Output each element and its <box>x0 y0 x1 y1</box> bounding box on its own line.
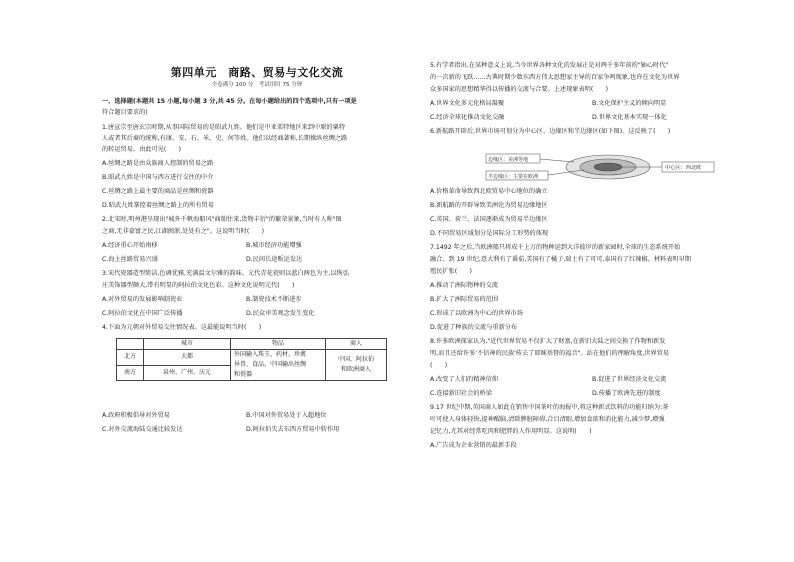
option-line: A.广告成为企业营销的最新手段 <box>430 442 517 449</box>
option-line: D.不同贸易区域划分是国际分工形势的体现 <box>430 230 549 237</box>
text-line: 叶可使人身体轻快,提神醒脑,清除脾脏障碍,合目清眼,增加食欲和消化能力,减少梦,增强 <box>430 416 665 423</box>
text-line: 殖民扩张( ) <box>430 268 472 275</box>
option-line: A.对外贸易的发展影响制瓷业 <box>102 296 183 303</box>
text-line: 之商,无非豪富之民,江湖闽浙,处处有之"。这说明当时( ) <box>102 228 265 235</box>
option-line: D.民间长途贩运发达 <box>246 256 303 263</box>
trade-table <box>116 338 387 381</box>
table-cell: 中国、阿拉伯 和欧洲商人 <box>326 350 387 381</box>
option-line: D.阿拉伯失去东西方贸易中转作用 <box>246 426 340 433</box>
text-line: 庄美饰器型颇大,带有明显的阿拉伯文化色彩。这种文化说明元代( ) <box>102 282 295 289</box>
text-line: 4.下面为元朝对外贸易交往情况表。这最能说明当时( ) <box>102 324 262 331</box>
option-line: C.海上丝路贸易兴盛 <box>102 256 158 263</box>
option-line: B.制瓷技术不断进步 <box>246 296 302 303</box>
text-line: 1.唐宣宗至唐玄宗时期,从事国际贸易的是昭武九姓。他们是中亚栗特地区来到中原的粟特 <box>102 124 345 131</box>
table-cell: 南方 <box>117 365 144 381</box>
option-line: D.昭武九姓掌控着丝绸之路上的所有贸易 <box>102 202 214 209</box>
table-header: 商人 <box>326 339 387 350</box>
option-line: B.中国对外贸易处于入超地位 <box>246 412 327 419</box>
option-line: C.阿拉伯文化在中国广泛传播 <box>102 310 183 317</box>
table-cell: 北方 <box>117 350 144 366</box>
text-line: 的一次新的飞跃……古典时期少数东西方伟大思想家主导的百家争鸣现象,也许在文化为世界 <box>430 74 680 81</box>
text-line: 3.宋代瓷器造型简洁,色调优雅,充满温文尔雅的韵味。元代青花瓷则以蓝白两色为主,以恢弘 <box>102 270 349 277</box>
option-line: C.连接新旧社会的桥梁 <box>430 390 492 397</box>
page-title: 第四单元 商路、贸易与文化交流 <box>170 66 344 79</box>
option-line: D.民众审美观念发生变化 <box>246 310 315 317</box>
text-line: 记忆力,尤其对经常吃肉和肥胖的人作用明显。这说明( ) <box>430 428 592 435</box>
option-line: A.价格革命导致西北欧贸易中心地位的确立 <box>430 188 548 195</box>
text-line: 5.有学者指出,在某种意义上说,当今世界各种文化的发展正是对两千多年前的"轴心时代" <box>430 62 669 69</box>
page-subtitle: 全卷满分 100 分 考试用时 75 分钟 <box>211 82 303 88</box>
option-line: B.城市经济功能增强 <box>246 242 302 249</box>
table-cell: 大都 <box>144 350 231 366</box>
market-zone-diagram <box>484 152 734 182</box>
inner-ring <box>594 163 622 171</box>
semi-edge-zone-label: 半边缘区：主要在欧洲 <box>488 174 539 180</box>
option-line: D.传播了欧洲先进的制度 <box>592 390 661 397</box>
center-zone-label: 中心区：西北欧 <box>665 165 702 171</box>
option-line: C.英国、荷兰、法国逐渐成为贸易半边缘区 <box>430 216 548 223</box>
text-line: 6.新航路开辟后,世界市场可划分为中心区、边缘区和半边缘区(如下图)。这反映了( ) <box>430 128 671 135</box>
option-line: D.世界文化基本实现一体化 <box>592 114 667 121</box>
option-line: A.经济重心开始南移 <box>102 242 158 249</box>
text-line: 融合。到 19 世纪,意大利有了番茄,美国有了橘子,瑞士有了可可,泰国有了红辣椒。材料表明早期 <box>430 256 691 263</box>
text-line: 人或者其后裔的统称,有康、安、石、米、史、何等姓。他们以经商著称,长期操纵丝绸之路 <box>102 135 348 142</box>
option-line: C.经济全球化推动文化交融 <box>430 114 505 121</box>
section-heading: 一、选择题(本题共 15 小题,每小题 3 分,共 45 分。在每小题给出的四个选项中,只有一项是 <box>102 98 357 105</box>
option-line: C.对外交流海陆交通比较发达 <box>102 426 183 433</box>
option-line: B.扩大了洲际贸易的范围 <box>430 296 499 303</box>
option-line: A.改变了人们的精神信仰 <box>430 376 498 383</box>
text-line: 众多国家的思想精华得以传播的交流与合要。上述现象表明( ) <box>430 86 609 93</box>
text-line: 明,而且还给许多'不信神的民族'传去了耶稣基督的福音"。站在他们的理解角度,世界贸易 <box>430 350 670 357</box>
text-line: 7.1492 年之后,当欧洲船只将成千上万的物种运到大洋彼岸的新家园时,全球的生态系统开始 <box>430 244 681 251</box>
option-line: A.推动了洲际物种的交流 <box>430 282 498 289</box>
option-line: A.丝绸之路是由众族商人控制的贸易之路 <box>102 160 214 167</box>
option-line: B.昭武九姓是中国与西方进行交往的中介 <box>102 174 214 181</box>
text-line: 8.许多欧洲探家认为,"近代世界贸易不仅扩大了财富,在新旧大陆之间交换了作物和新发 <box>430 338 666 345</box>
edge-zone-label: 边缘区：美洲等地 <box>488 157 529 163</box>
table-header <box>117 339 144 350</box>
table-cell: 外国输入珠玉、药材、珍禽 异兽、食品。中国输出丝绸 和瓷器 <box>231 350 326 381</box>
text-line: 符合题目要求的) <box>102 109 148 116</box>
option-line: B.文化保护主义的倾向明显 <box>592 100 667 107</box>
table-cell: 泉州、广州、庆元 <box>144 365 231 381</box>
table-header: 物品 <box>231 339 326 350</box>
option-line: B.新航路的开辟导致美洲沦为贸易边缘地区 <box>430 202 548 209</box>
option-line: C.丝绸之路上最主要的商品是丝绸和瓷器 <box>102 188 214 195</box>
text-line: 的转运贸易。由此可见( ) <box>102 146 182 153</box>
option-line: B.促进了世界经济文化交流 <box>592 376 667 383</box>
table-header: 城市 <box>144 339 231 350</box>
option-line: D.促进了种族的交流与重新分布 <box>430 324 518 331</box>
option-line: A.政府积极倡导对外贸易 <box>102 412 170 419</box>
text-line: 2.北宋时,明州港呈现出"城外千帆海船风"商舶往来,货物丰衍"的繁荣景象,当时有人称"图 <box>102 216 342 223</box>
text-line: ( ) <box>430 362 448 369</box>
option-line: A.世界文化多元化格局凝聚 <box>430 100 505 107</box>
option-line: C.形成了以欧洲为中心的世界市场 <box>430 310 523 317</box>
text-line: 9.17 世纪中期,英国商人如此在销售中国茶叶的海报中,将这种新式饮料的功能归纳为:茶 <box>430 404 669 411</box>
